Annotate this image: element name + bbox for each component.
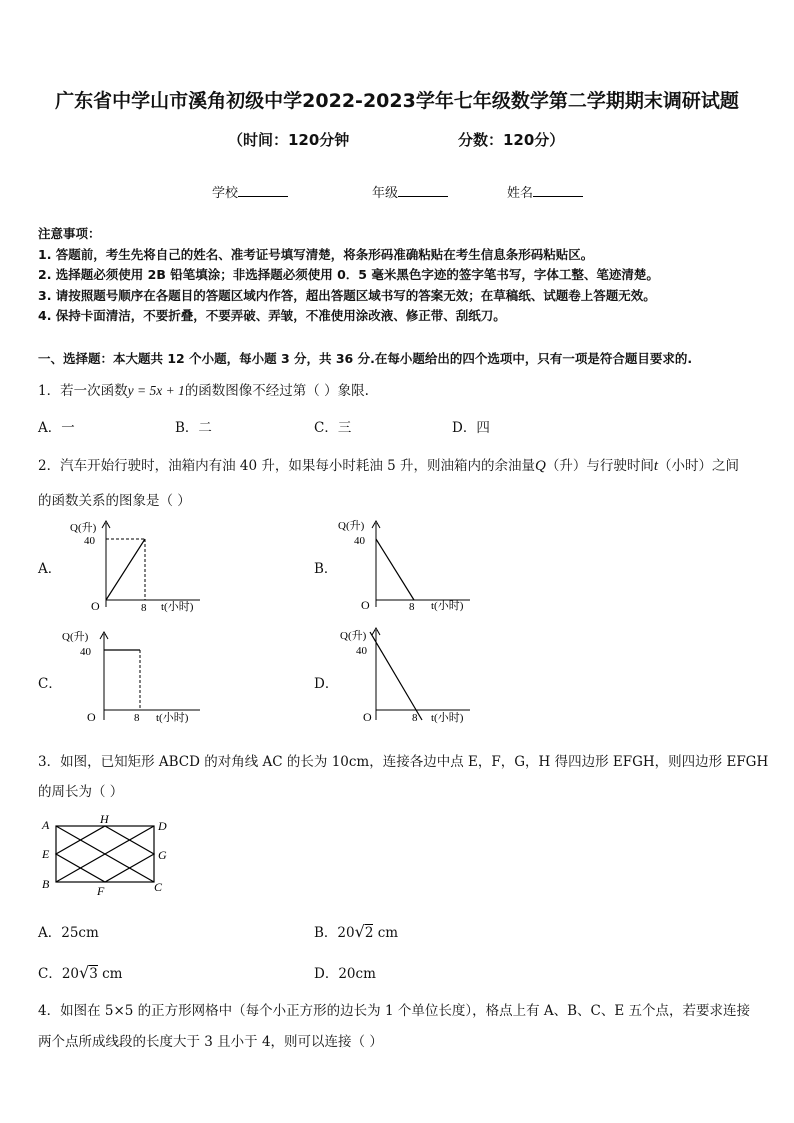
note-item-3: 3. 请按照题号顺序在各题目的答题区域内作答，超出答题区域书写的答案无效；在草稿纸、试题卷上答题无效。 (38, 288, 656, 303)
graph-a-origin: O (91, 599, 100, 613)
q1-pre: 1．若一次函数 (38, 383, 128, 399)
school-field (212, 182, 288, 201)
question-1 (38, 379, 369, 399)
note-item-2: 2. 选择题必须使用 2B 铅笔填涂；非选择题必须使用 0．5 毫米黑色字迹的签字笔书写，字体工整、笔迹清楚。 (38, 267, 659, 282)
graph-d-line (370, 632, 422, 720)
q2-option-d[interactable]: D． (314, 676, 339, 692)
q2-option-a[interactable]: A． (38, 561, 62, 577)
graph-c-y-label: Q(升) (62, 631, 89, 643)
graph-c-y-tick: 40 (80, 646, 91, 658)
q1-option-a[interactable]: A．一 (38, 420, 75, 436)
point-g: G (158, 848, 167, 862)
point-h: H (100, 812, 109, 826)
graph-c-origin: O (87, 710, 96, 724)
question-3-line2: 的周长为（ ） (38, 784, 124, 800)
q3-option-c[interactable] (38, 962, 122, 982)
graph-d-x-tick: 8 (412, 712, 418, 724)
q2-option-c[interactable]: C． (38, 676, 62, 692)
q3-option-c-radicand: 3 (89, 966, 98, 982)
section-heading: 一、选择题：本大题共 12 个小题，每小题 3 分，共 36 分.在每小题给出的四个选项中，只有一项是符合题目要求的. (38, 351, 693, 366)
question-4-line2: 两个点所成线段的长度大于 3 且小于 4，则可以连接（ ） (38, 1034, 383, 1050)
sqrt-icon: √ (79, 963, 90, 982)
q1-option-b[interactable]: B．二 (175, 420, 212, 436)
graph-b-origin: O (361, 598, 370, 612)
school-blank[interactable] (238, 184, 288, 197)
exam-title: 广东省中学山市溪角初级中学2022-2023学年七年级数学第二学期期末调研试题 (55, 90, 739, 112)
q2-option-b[interactable]: B． (314, 561, 338, 577)
exam-score: 分数：120分） (458, 131, 565, 149)
graph-b-y-tick: 40 (354, 535, 365, 547)
graph-b-x-label: t(小时) (431, 600, 464, 612)
graph-b-y-label: Q(升) (338, 520, 365, 532)
q1-formula: y = 5x + 1 (127, 383, 185, 398)
question-3-line1: 3．如图，已知矩形 ABCD 的对角线 AC 的长为 10cm，连接各边中点 E，F，G，H 得四边形 EFGH，则四边形 EFGH (38, 754, 769, 770)
graph-d-y-label: Q(升) (340, 630, 367, 642)
grade-blank[interactable] (398, 184, 448, 197)
question-2-line1 (38, 454, 739, 475)
q3-option-b-coef: B．20 (314, 925, 355, 941)
graph-a-y-tick: 40 (84, 535, 95, 547)
graph-b-line (376, 539, 414, 600)
q3-option-c-unit: cm (102, 966, 123, 982)
grade-label: 年级 (372, 186, 399, 201)
name-label: 姓名 (507, 186, 534, 201)
q3-option-b-radicand: 2 (364, 925, 374, 941)
question-2-line2: 的函数关系的图象是（ ） (38, 493, 191, 509)
graph-d-x-label: t(小时) (431, 712, 464, 724)
graph-b (330, 515, 480, 615)
note-item-1: 1. 答题前，考生先将自己的姓名、准考证号填写清楚，将条形码准确粘贴在考生信息条形码粘贴区。 (38, 247, 594, 262)
graph-c-x-label: t(小时) (156, 712, 189, 724)
note-item-4: 4. 保持卡面清洁，不要折叠，不要弄破、弄皱，不准使用涂改液、修正带、刮纸刀。 (38, 308, 506, 323)
graph-b-x-tick: 8 (409, 601, 415, 613)
point-e: E (42, 847, 50, 861)
graph-a-line (106, 539, 145, 600)
q3-option-b-unit: cm (377, 925, 399, 941)
sqrt-icon: √ (354, 922, 365, 941)
notes-title: 注意事项： (38, 226, 101, 241)
q3-option-b[interactable] (314, 921, 398, 941)
question-4-line1: 4．如图在 5×5 的正方形网格中（每个小正方形的边长为 1 个单位长度），格点上有 A、B、C、E 五个点，若要求连接 (38, 1003, 751, 1019)
graph-c (60, 626, 210, 726)
school-label: 学校 (212, 186, 239, 201)
graph-d (330, 626, 480, 726)
point-b: B (42, 877, 50, 891)
grade-field (372, 182, 448, 201)
q1-option-d[interactable]: D．四 (452, 420, 490, 436)
graph-d-y-tick: 40 (356, 645, 367, 657)
q3-option-a[interactable]: A．25cm (38, 925, 99, 941)
graph-a-y-label: Q(升) (70, 522, 97, 534)
exam-time: （时间：120分钟 (228, 131, 350, 149)
q1-post: 的函数图像不经过第（ ）象限. (184, 383, 369, 399)
point-a: A (42, 818, 50, 832)
name-blank[interactable] (533, 184, 583, 197)
graph-a-x-tick: 8 (141, 602, 147, 614)
point-d: D (158, 819, 167, 833)
q2-var-t: t (653, 458, 659, 474)
point-f: F (97, 884, 105, 898)
graph-a (60, 515, 210, 615)
q1-option-c[interactable]: C．三 (314, 420, 352, 436)
name-field (507, 182, 583, 201)
q2-line1-post: （小时）之间 (658, 458, 740, 474)
rectangle-figure (38, 812, 178, 898)
graph-d-origin: O (363, 710, 372, 724)
graph-c-x-tick: 8 (134, 712, 140, 724)
graph-a-x-label: t(小时) (161, 601, 194, 613)
q3-option-d[interactable]: D．20cm (314, 966, 376, 982)
q2-line1-mid: （升）与行驶时间 (545, 458, 654, 474)
point-c: C (154, 880, 163, 894)
q2-var-q: Q (535, 458, 546, 474)
q2-line1-pre: 2．汽车开始行驶时，油箱内有油 40 升，如果每小时耗油 5 升，则油箱内的余油量 (38, 458, 536, 474)
q3-option-c-coef: C．20 (38, 966, 80, 982)
